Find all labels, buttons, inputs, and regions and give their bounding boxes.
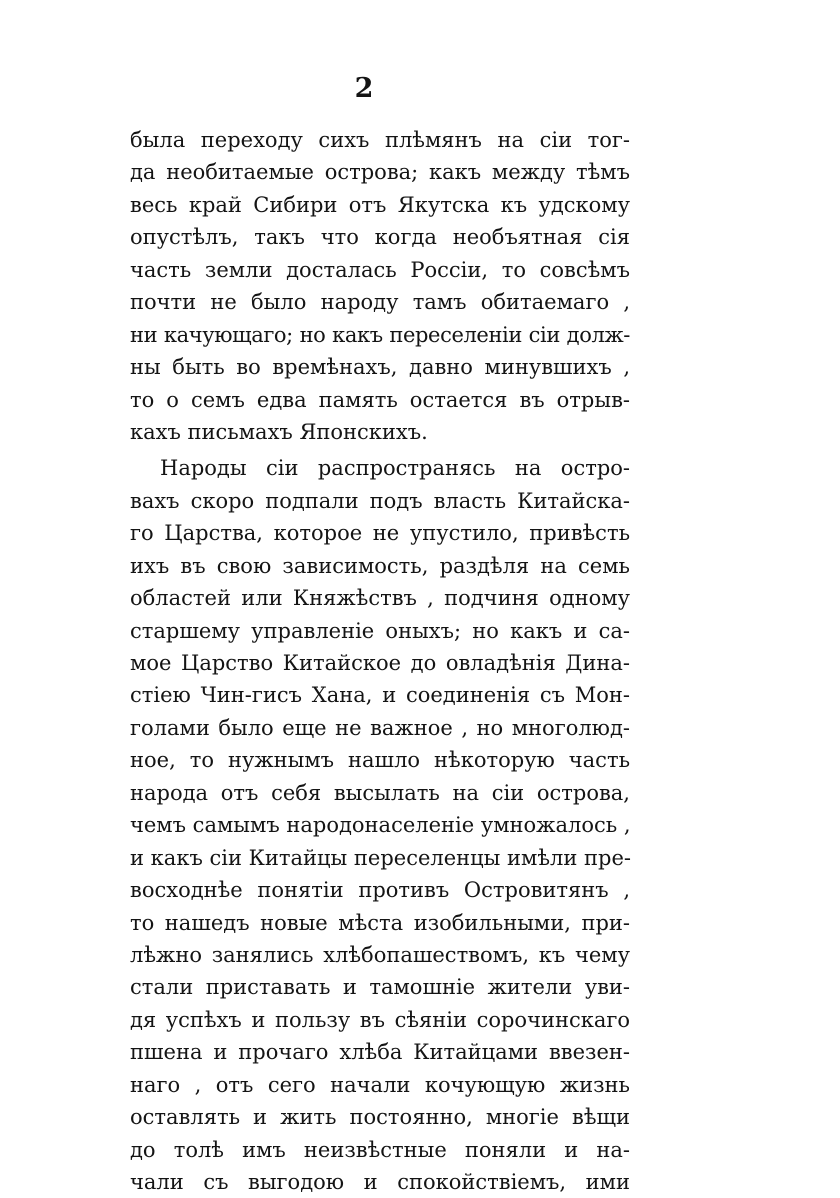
text-line: и какъ сіи Китайцы переселенцы имѣли пре- bbox=[130, 845, 632, 870]
text-line: мое Царство Китайское до овладѣнія Дина- bbox=[130, 651, 630, 675]
paragraph-1 bbox=[130, 124, 630, 448]
text-line: восходнѣе понятіи противъ Островитянъ , bbox=[130, 878, 630, 903]
text-line: весь край Сибири отъ Якутска къ удскому bbox=[130, 192, 630, 217]
text-line: лѣжно занялись хлѣбопашествомъ, къ чему bbox=[130, 942, 630, 967]
text-line: почти не было народу тамъ обитаемаго , bbox=[130, 290, 630, 315]
text-line: дя успѣхъ и пользу въ сѣяніи сорочинскаго bbox=[130, 1007, 630, 1032]
text-line: была переходу сихъ плѣмянъ на сіи тог- bbox=[130, 128, 630, 152]
text-line: пшена и прочаго хлѣба Китайцами ввезен- bbox=[130, 1040, 630, 1065]
text-line: то нашедъ новые мѣста изобильными, при- bbox=[130, 910, 630, 935]
text-line: ны быть во времѣнахъ, давно минувшихъ , bbox=[130, 355, 630, 380]
text-line: наго , отъ сего начали кочующую жизнь bbox=[130, 1072, 630, 1097]
text-line: то о семъ едва память остается въ отрыв- bbox=[130, 387, 630, 412]
text-line: оставлять и жить постоянно, многіе вѣщи bbox=[130, 1105, 630, 1130]
text-line: стіею Чин-гисъ Хана, и соединенія съ Мон- bbox=[130, 683, 630, 708]
text-line: чали съ выгодою и спокойствіемъ, ими bbox=[130, 1170, 630, 1194]
text-line: народа отъ себя высылать на сіи острова, bbox=[130, 780, 630, 805]
text-line: го Царства, которое не упустило, привѣсть bbox=[130, 521, 630, 546]
text-line: ное, то нужнымъ нашло нѣкоторую часть bbox=[130, 748, 630, 773]
text-line: да необитаемые острова; какъ между тѣмъ bbox=[130, 160, 630, 185]
text-line: вахъ скоро подпали подъ власть Китайска- bbox=[130, 488, 630, 513]
text-line: Народы сіи распространясь на остро- bbox=[160, 456, 630, 481]
text-line: старшему управленіе оныхъ; но какъ и са- bbox=[130, 618, 630, 643]
paragraph-2 bbox=[130, 452, 630, 1198]
text-line: стали приставать и тамошніе жители уви- bbox=[130, 975, 630, 1000]
text-line: ни качующаго; но какъ переселеніи сіи долж- bbox=[130, 322, 630, 347]
body-text bbox=[130, 124, 630, 1198]
text-line: ихъ въ свою зависимость, раздѣля на семь bbox=[130, 553, 630, 578]
text-line: часть земли досталась Россіи, то совсѣмъ bbox=[130, 257, 630, 282]
text-line: кахъ письмахъ Японскихъ. bbox=[130, 419, 428, 444]
text-line: областей или Княжѣствъ , подчиня одному bbox=[130, 586, 630, 611]
text-line: чемъ самымъ народонаселеніе умножалось , bbox=[130, 813, 631, 838]
text-line: голами было еще не важное , но многолюд- bbox=[130, 715, 630, 740]
text-line: до толѣ имъ неизвѣстные поняли и на- bbox=[130, 1137, 630, 1162]
text-line: опустѣлъ, такъ что когда необъятная сія bbox=[130, 225, 630, 250]
page-number: 2 bbox=[354, 73, 374, 104]
